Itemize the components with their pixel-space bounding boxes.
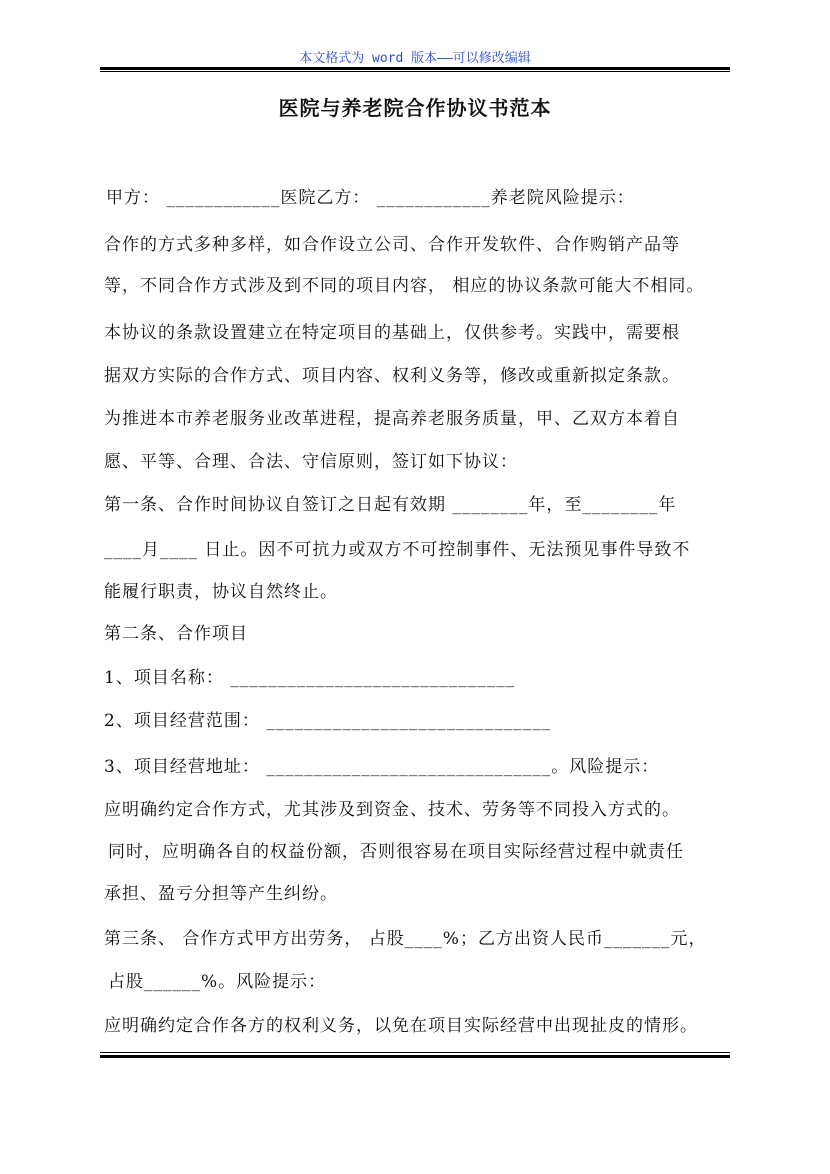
party-line: 甲方： ____________医院乙方： ____________养老院风险提示： <box>106 188 635 208</box>
header-rule-thin <box>100 71 730 72</box>
article-1-line-3: 能履行职责，协议自然终止。 <box>104 582 338 602</box>
footer-rule <box>100 1055 730 1058</box>
header-note: 本文格式为 word 版本——可以修改编辑 <box>299 51 531 66</box>
project-scope-line: 2、项目经营范围： ______________________________ <box>104 711 552 731</box>
article-3-line-1: 第三条、 合作方式甲方出劳务， 占股____%；乙方出资人民币_______元， <box>104 929 707 949</box>
body-line-4: 据双方实际的合作方式、项目内容、权利义务等，修改或重新拟定条款。 <box>104 366 680 386</box>
project-address-line: 3、项目经营地址： ______________________________。风险提示： <box>104 757 660 777</box>
body-line-1: 合作的方式多种多样，如合作设立公司、合作开发软件、合作购销产品等 <box>104 235 680 255</box>
project-name-line: 1、项目名称： ______________________________ <box>104 668 516 688</box>
document-title: 医院与养老院合作协议书范本 <box>278 96 552 120</box>
footer-rule-thin <box>100 1052 730 1053</box>
article-2-heading: 第二条、合作项目 <box>104 624 248 644</box>
risk-line-2: 同时，应明确各自的权益份额，否则很容易在项目实际经营过程中就责任 <box>108 842 684 862</box>
article-3-line-2: 占股______%。风险提示： <box>108 972 327 992</box>
body-line-3: 本协议的条款设置建立在特定项目的基础上，仅供参考。实践中，需要根 <box>104 323 680 343</box>
body-line-2: 等，不同合作方式涉及到不同的项目内容， 相应的协议条款可能大不相同。 <box>104 276 705 296</box>
article-1-line-2: ____月____ 日止。因不可抗力或双方不可控制事件、无法预见事件导致不 <box>104 540 691 560</box>
article-1-line-1: 第一条、合作时间协议自签订之日起有效期 ________年，至________年 <box>104 495 677 515</box>
risk-line-1: 应明确约定合作方式，尤其涉及到资金、技术、劳务等不同投入方式的。 <box>104 800 680 820</box>
body-line-6: 愿、平等、合理、合法、守信原则，签订如下协议： <box>104 452 518 472</box>
header-rule <box>100 67 730 70</box>
body-line-5: 为推进本市养老服务业改革进程，提高养老服务质量，甲、乙双方本着自 <box>104 409 680 429</box>
risk-line-3: 承担、盈亏分担等产生纠纷。 <box>104 884 338 904</box>
risk-line-4: 应明确约定合作各方的权利义务，以免在项目实际经营中出现扯皮的情形。 <box>104 1016 698 1036</box>
